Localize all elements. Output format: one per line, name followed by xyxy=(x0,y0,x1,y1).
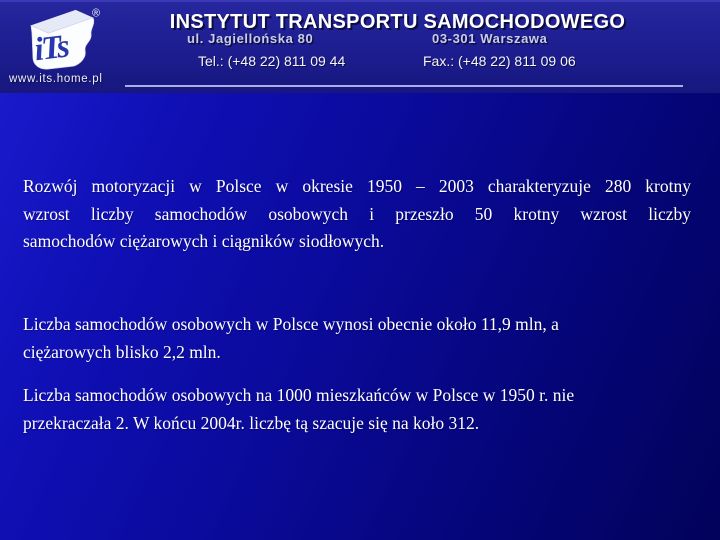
its-logo-graphic xyxy=(20,4,104,72)
fax-number: Fax.: (+48 22) 811 09 06 xyxy=(423,53,576,69)
registered-trademark-icon: ® xyxy=(92,7,100,20)
its-logo xyxy=(20,4,104,72)
text-line: Rozwój motoryzacji w Polsce w okresie 1950 – 2003 charakteryzuje 280 krotny xyxy=(23,176,691,196)
text-line: samochodów ciężarowych i ciągników siodłowych. xyxy=(23,231,385,251)
text-line: Liczba samochodów osobowych w Polsce wynosi obecnie około 11,9 mln, a xyxy=(23,314,559,334)
address-street: ul. Jagiellońska 80 xyxy=(187,31,314,46)
institute-title: INSTYTUT TRANSPORTU SAMOCHODOWEGO xyxy=(169,11,626,33)
logo-letters: iTs xyxy=(32,28,70,69)
phone-number: Tel.: (+48 22) 811 09 44 xyxy=(198,53,346,69)
text-line: ciężarowych blisko 2,2 mln. xyxy=(23,341,221,362)
paragraph-car-counts xyxy=(23,311,691,366)
header-banner xyxy=(0,0,720,93)
separator-line xyxy=(125,85,683,87)
text-line: Liczba samochodów osobowych na 1000 mieszkańców w Polsce w 1950 r. nie xyxy=(23,385,575,405)
website-url: www.its.home.pl xyxy=(9,73,103,85)
text-line: wzrost liczby samochodów osobowych i przeszło 50 krotny wzrost liczby xyxy=(23,203,691,224)
text-line: przekraczała 2. W końcu 2004r. liczbę tą szacuje się na koło 312. xyxy=(23,412,480,433)
paragraph-cars-per-1000 xyxy=(23,382,691,437)
paragraph-motorization-growth xyxy=(23,173,691,256)
address-city: 03-301 Warszawa xyxy=(432,31,548,46)
